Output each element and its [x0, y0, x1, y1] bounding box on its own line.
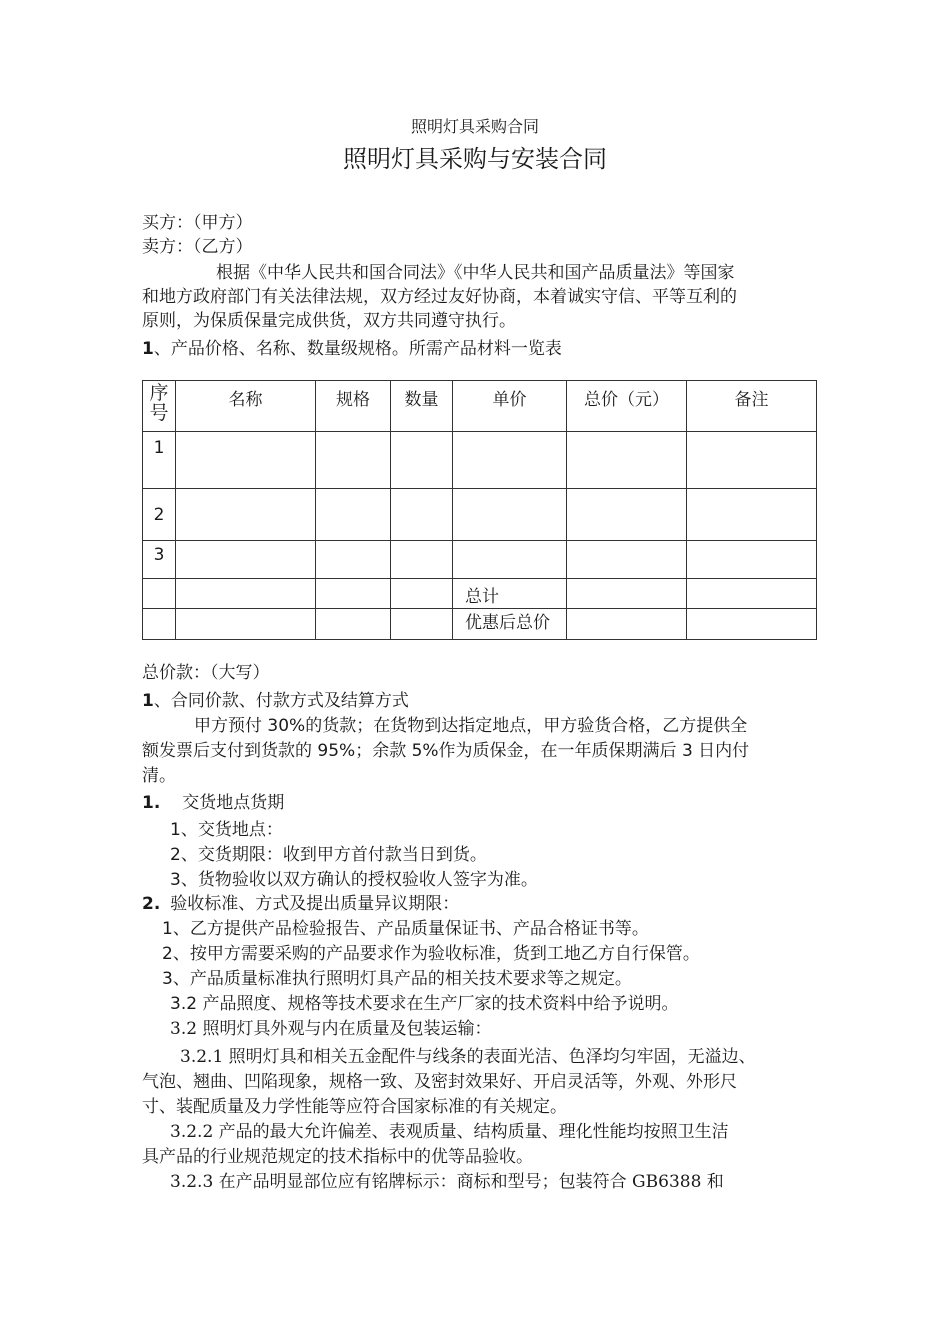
cell-name	[176, 432, 316, 489]
cell-empty	[176, 579, 316, 609]
table-row	[143, 489, 817, 541]
page-title: 照明灯具采购与安装合同	[343, 145, 607, 173]
cell-empty	[391, 609, 453, 640]
section-1-number: 1	[142, 339, 154, 359]
table-row	[143, 432, 817, 489]
section-3-number: 1.	[142, 793, 161, 813]
cell-spec	[316, 489, 391, 541]
cell-unit-price	[453, 489, 567, 541]
table-row	[143, 541, 817, 579]
acceptance-item-4: 3.2 产品照度、规格等技术要求在生产厂家的技术资料中给予说明。	[170, 994, 679, 1014]
table-discount-row	[143, 609, 817, 640]
cell-total-value	[567, 579, 687, 609]
cell-empty	[687, 609, 817, 640]
acceptance-item-2: 2、按甲方需要采购的产品要求作为验收标准，货到工地乙方自行保管。	[162, 944, 700, 964]
section-1-heading	[142, 338, 562, 360]
buyer-line: 买方：（甲方）	[142, 213, 253, 233]
cell-unit-price	[453, 541, 567, 579]
payment-line-1: 甲方预付 30%的货款；在货物到达指定地点，甲方验货合格，乙方提供全	[194, 716, 748, 736]
header-quantity: 数量	[391, 381, 453, 432]
header-name: 名称	[176, 381, 316, 432]
cell-name	[176, 489, 316, 541]
table-total-row	[143, 579, 817, 609]
section-4-title: 验收标准、方式及提出质量异议期限：	[170, 894, 460, 914]
section-2-number: 1	[142, 691, 154, 711]
cell-empty	[391, 579, 453, 609]
total-price-line: 总价款：（大写）	[142, 663, 270, 683]
clause-321-line-1: 3.2.1 照明灯具和相关五金配件与线条的表面光洁、色泽均匀牢固，无溢边、	[180, 1047, 756, 1067]
cell-quantity	[391, 489, 453, 541]
payment-line-3: 清。	[142, 766, 176, 786]
cell-remark	[687, 541, 817, 579]
clause-322-line-1: 3.2.2 产品的最大允许偏差、表观质量、结构质量、理化性能均按照卫生洁	[170, 1122, 729, 1142]
cell-total-price	[567, 541, 687, 579]
section-2-title: 、合同价款、付款方式及结算方式	[153, 691, 409, 711]
cell-spec	[316, 541, 391, 579]
cell-empty	[316, 579, 391, 609]
section-3-title: 交货地点货期	[182, 793, 285, 813]
section-1-title: 、产品价格、名称、数量级规格。所需产品材料一览表	[153, 339, 562, 359]
cell-quantity	[391, 432, 453, 489]
row-seq: 3	[143, 541, 176, 579]
clause-322-line-2: 具产品的行业规范规定的技术指标中的优等品验收。	[142, 1147, 533, 1167]
header-spec: 规格	[316, 381, 391, 432]
clause-321-line-3: 寸、装配质量及力学性能等应符合国家标准的有关规定。	[142, 1097, 567, 1117]
header-remark: 备注	[687, 381, 817, 432]
table-header-row	[143, 381, 817, 432]
cell-empty	[143, 579, 176, 609]
section-4-number: 2.	[142, 894, 161, 914]
row-seq: 1	[143, 432, 176, 489]
header-total-price: 总价（元）	[567, 381, 687, 432]
page-header: 照明灯具采购合同	[410, 117, 539, 136]
acceptance-item-3: 3、产品质量标准执行照明灯具产品的相关技术要求等之规定。	[162, 969, 632, 989]
cell-remark	[687, 489, 817, 541]
acceptance-item-5: 3.2 照明灯具外观与内在质量及包装运输：	[170, 1019, 492, 1039]
payment-line-2: 额发票后支付到货款的 95%；余款 5%作为质保金，在一年质保期满后 3 日内付	[142, 741, 750, 761]
total-label: 总计	[453, 579, 567, 609]
cell-empty	[316, 609, 391, 640]
cell-empty	[687, 579, 817, 609]
preamble-line-1: 根据《中华人民共和国合同法》《中华人民共和国产品质量法》等国家	[216, 263, 735, 283]
cell-total-price	[567, 489, 687, 541]
preamble-line-3: 原则，为保质保量完成供货，双方共同遵守执行。	[142, 311, 516, 331]
row-seq: 2	[143, 489, 176, 541]
clause-321-line-2: 气泡、翘曲、凹陷现象，规格一致、及密封效果好、开启灵活等，外观、外形尺	[142, 1072, 737, 1092]
section-2-heading	[142, 690, 409, 712]
section-3-heading	[142, 792, 284, 814]
cell-unit-price	[453, 432, 567, 489]
delivery-item-2: 2、交货期限：收到甲方首付款当日到货。	[170, 845, 487, 865]
cell-spec	[316, 432, 391, 489]
cell-total-price	[567, 432, 687, 489]
clause-323-line-1: 3.2.3 在产品明显部位应有铭牌标示：商标和型号；包装符合 GB6388 和	[170, 1172, 724, 1192]
header-seq-label: 序号	[149, 382, 169, 424]
seller-line: 卖方：（乙方）	[142, 237, 253, 257]
header-unit-price: 单价	[453, 381, 567, 432]
product-table	[142, 380, 817, 640]
cell-name	[176, 541, 316, 579]
delivery-item-3: 3、货物验收以双方确认的授权验收人签字为准。	[170, 870, 538, 890]
delivery-item-1: 1、交货地点：	[170, 820, 283, 840]
cell-discount-value	[567, 609, 687, 640]
header-seq	[143, 381, 176, 432]
acceptance-item-1: 1、乙方提供产品检验报告、产品质量保证书、产品合格证书等。	[162, 919, 649, 939]
section-4-heading	[142, 893, 459, 915]
cell-remark	[687, 432, 817, 489]
cell-empty	[143, 609, 176, 640]
discount-label: 优惠后总价	[453, 609, 567, 640]
cell-quantity	[391, 541, 453, 579]
cell-empty	[176, 609, 316, 640]
preamble-line-2: 和地方政府部门有关法律法规，双方经过友好协商，本着诚实守信、平等互利的	[142, 287, 737, 307]
